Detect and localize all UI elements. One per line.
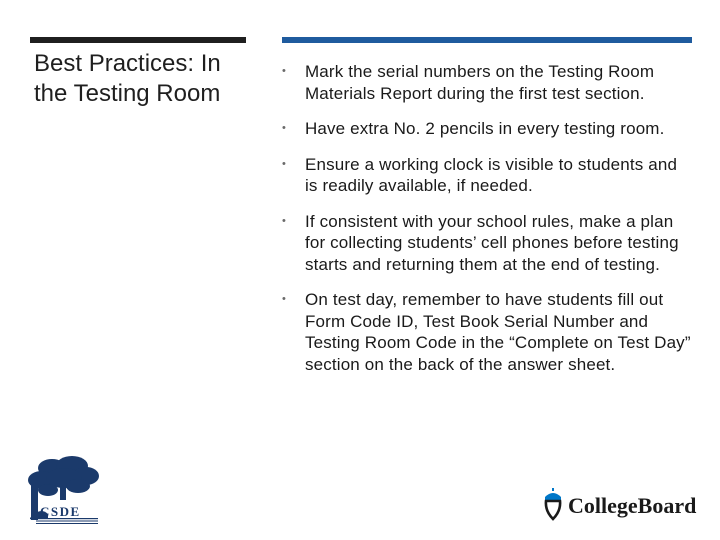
slide-title: Best Practices: In the Testing Room: [34, 50, 221, 107]
bullet-text: Have extra No. 2 pencils in every testing room.: [305, 119, 665, 138]
bullet-text: If consistent with your school rules, make a plan for collecting students’ cell phones before testing starts and returning them at the end of testing.: [305, 211, 679, 274]
bullet-text: Ensure a working clock is visible to students and is readily available, if needed.: [305, 154, 678, 195]
bullet-item: [282, 211, 694, 276]
collegeboard-logo: [540, 488, 702, 524]
collegeboard-wordmark: CollegeBoard: [568, 493, 697, 518]
acorn-logo-icon: [540, 488, 566, 522]
bullet-dot-icon: •: [282, 214, 287, 227]
bullet-dot-icon: •: [282, 293, 287, 305]
bullet-item: [282, 61, 694, 104]
bullet-item: [282, 118, 694, 140]
csde-logo: [22, 454, 106, 526]
bullet-list: [282, 61, 694, 389]
title-rule: [30, 37, 246, 43]
bullet-dot-icon: •: [282, 122, 287, 134]
bullet-item: [282, 289, 694, 375]
bullet-text: Mark the serial numbers on the Testing Room Materials Report during the first test section.: [305, 62, 655, 103]
bullet-item: [282, 154, 694, 197]
bullet-dot-icon: •: [282, 157, 287, 170]
tree-logo-icon: [22, 454, 106, 526]
bullet-text: On test day, remember to have students fill out Form Code ID, Test Book Serial Number and Testing Room Code in the “Complete on Test Day” section on the back of the answer sheet.: [305, 290, 691, 374]
content-rule: [282, 37, 692, 43]
csde-logo-text: CSDE: [40, 504, 81, 519]
bullet-dot-icon: •: [282, 65, 287, 77]
